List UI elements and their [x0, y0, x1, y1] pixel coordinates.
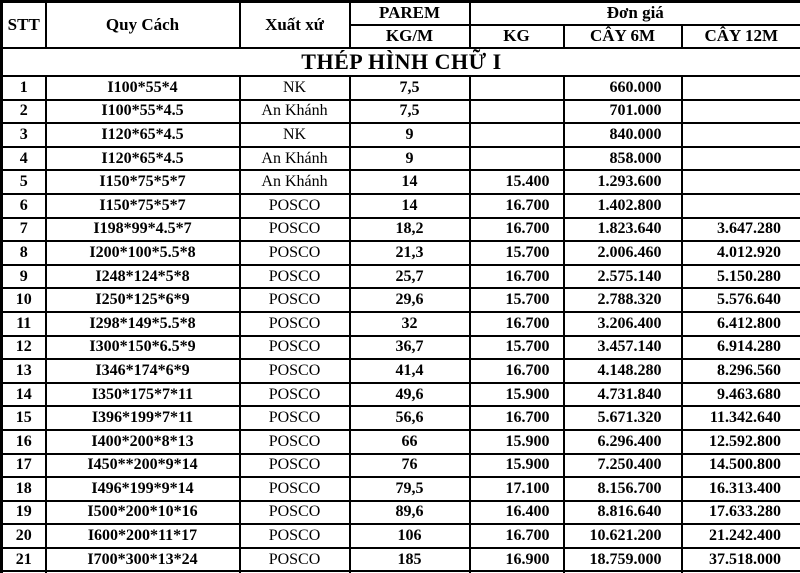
xuat-xu-cell: An Khánh — [240, 100, 350, 124]
cay-6m-price-cell: 8.816.640 — [564, 501, 682, 525]
quy-cach-cell: I100*55*4.5 — [46, 100, 240, 124]
xuat-xu-cell: An Khánh — [240, 147, 350, 171]
cay-12m-price-cell: 6.914.280 — [682, 336, 800, 360]
kg-per-m-cell: 185 — [350, 548, 470, 572]
kg-per-m-cell: 89,6 — [350, 501, 470, 525]
kg-price-cell: 16.900 — [470, 548, 564, 572]
stt-cell: 5 — [2, 170, 46, 194]
xuat-xu-cell: POSCO — [240, 265, 350, 289]
quy-cach-cell: I396*199*7*11 — [46, 406, 240, 430]
cay-12m-price-cell: 21.242.400 — [682, 524, 800, 548]
cay-6m-price-cell: 4.148.280 — [564, 359, 682, 383]
kg-price-cell: 15.400 — [470, 170, 564, 194]
kg-per-m-cell: 14 — [350, 170, 470, 194]
stt-cell: 17 — [2, 454, 46, 478]
kg-price-cell: 16.700 — [470, 524, 564, 548]
stt-cell: 19 — [2, 501, 46, 525]
header-don-gia: Đơn giá — [470, 2, 800, 26]
xuat-xu-cell: POSCO — [240, 241, 350, 265]
kg-per-m-cell: 49,6 — [350, 383, 470, 407]
cay-6m-price-cell: 858.000 — [564, 147, 682, 171]
cay-12m-price-cell — [682, 170, 800, 194]
kg-per-m-cell: 9 — [350, 147, 470, 171]
header-kg-per-m: KG/M — [350, 25, 470, 48]
stt-cell: 6 — [2, 194, 46, 218]
xuat-xu-cell: NK — [240, 123, 350, 147]
cay-6m-price-cell: 701.000 — [564, 100, 682, 124]
table-row — [2, 359, 800, 383]
quy-cach-cell: I700*300*13*24 — [46, 548, 240, 572]
table-row — [2, 548, 800, 572]
kg-per-m-cell: 21,3 — [350, 241, 470, 265]
kg-per-m-cell: 18,2 — [350, 218, 470, 242]
stt-cell: 9 — [2, 265, 46, 289]
table-body — [2, 48, 800, 573]
kg-price-cell: 15.900 — [470, 454, 564, 478]
table-row — [2, 76, 800, 100]
kg-per-m-cell: 32 — [350, 312, 470, 336]
section-title: THÉP HÌNH CHỮ I — [2, 48, 800, 76]
cay-12m-price-cell: 37.518.000 — [682, 548, 800, 572]
stt-cell: 16 — [2, 430, 46, 454]
cay-6m-price-cell: 3.206.400 — [564, 312, 682, 336]
kg-price-cell: 16.700 — [470, 312, 564, 336]
kg-per-m-cell: 7,5 — [350, 100, 470, 124]
table-row — [2, 336, 800, 360]
cay-6m-price-cell: 10.621.200 — [564, 524, 682, 548]
kg-per-m-cell: 41,4 — [350, 359, 470, 383]
table-row — [2, 312, 800, 336]
stt-cell: 15 — [2, 406, 46, 430]
table-row — [2, 194, 800, 218]
stt-cell: 12 — [2, 336, 46, 360]
cay-12m-price-cell: 6.412.800 — [682, 312, 800, 336]
quy-cach-cell: I450**200*9*14 — [46, 454, 240, 478]
cay-6m-price-cell: 2.006.460 — [564, 241, 682, 265]
table-row — [2, 218, 800, 242]
kg-price-cell: 15.700 — [470, 241, 564, 265]
header-row-top — [2, 2, 800, 26]
quy-cach-cell: I248*124*5*8 — [46, 265, 240, 289]
cay-12m-price-cell: 9.463.680 — [682, 383, 800, 407]
stt-cell: 7 — [2, 218, 46, 242]
cay-12m-price-cell: 5.150.280 — [682, 265, 800, 289]
kg-per-m-cell: 56,6 — [350, 406, 470, 430]
table-row — [2, 123, 800, 147]
xuat-xu-cell: POSCO — [240, 454, 350, 478]
xuat-xu-cell: POSCO — [240, 218, 350, 242]
header-xuat-xu: Xuất xứ — [240, 2, 350, 49]
table-row — [2, 265, 800, 289]
header-stt: STT — [2, 2, 46, 49]
cay-6m-price-cell: 4.731.840 — [564, 383, 682, 407]
kg-price-cell: 16.700 — [470, 218, 564, 242]
cay-6m-price-cell: 840.000 — [564, 123, 682, 147]
kg-per-m-cell: 7,5 — [350, 76, 470, 100]
kg-price-cell — [470, 76, 564, 100]
quy-cach-cell: I298*149*5.5*8 — [46, 312, 240, 336]
cay-12m-price-cell: 8.296.560 — [682, 359, 800, 383]
stt-cell: 14 — [2, 383, 46, 407]
header-quy-cach: Quy Cách — [46, 2, 240, 49]
stt-cell: 8 — [2, 241, 46, 265]
stt-cell: 2 — [2, 100, 46, 124]
kg-per-m-cell: 29,6 — [350, 288, 470, 312]
kg-price-cell: 17.100 — [470, 477, 564, 501]
cay-6m-price-cell: 3.457.140 — [564, 336, 682, 360]
xuat-xu-cell: POSCO — [240, 501, 350, 525]
quy-cach-cell: I120*65*4.5 — [46, 147, 240, 171]
quy-cach-cell: I198*99*4.5*7 — [46, 218, 240, 242]
xuat-xu-cell: POSCO — [240, 288, 350, 312]
cay-6m-price-cell: 8.156.700 — [564, 477, 682, 501]
section-title-row — [2, 48, 800, 76]
quy-cach-cell: I120*65*4.5 — [46, 123, 240, 147]
stt-cell: 13 — [2, 359, 46, 383]
cay-12m-price-cell: 17.633.280 — [682, 501, 800, 525]
kg-price-cell: 16.700 — [470, 359, 564, 383]
stt-cell: 4 — [2, 147, 46, 171]
table-row — [2, 147, 800, 171]
table-row — [2, 241, 800, 265]
kg-price-cell — [470, 123, 564, 147]
table-row — [2, 501, 800, 525]
stt-cell: 18 — [2, 477, 46, 501]
table-row — [2, 170, 800, 194]
xuat-xu-cell: POSCO — [240, 430, 350, 454]
xuat-xu-cell: POSCO — [240, 477, 350, 501]
header-kg: KG — [470, 25, 564, 48]
stt-cell: 1 — [2, 76, 46, 100]
quy-cach-cell: I100*55*4 — [46, 76, 240, 100]
kg-per-m-cell: 14 — [350, 194, 470, 218]
cay-6m-price-cell: 5.671.320 — [564, 406, 682, 430]
quy-cach-cell: I346*174*6*9 — [46, 359, 240, 383]
table-row — [2, 406, 800, 430]
table-row — [2, 430, 800, 454]
xuat-xu-cell: POSCO — [240, 336, 350, 360]
stt-cell: 21 — [2, 548, 46, 572]
cay-12m-price-cell — [682, 194, 800, 218]
cay-12m-price-cell: 14.500.800 — [682, 454, 800, 478]
quy-cach-cell: I250*125*6*9 — [46, 288, 240, 312]
stt-cell: 11 — [2, 312, 46, 336]
cay-12m-price-cell: 4.012.920 — [682, 241, 800, 265]
kg-price-cell: 15.900 — [470, 430, 564, 454]
table-row — [2, 288, 800, 312]
table-header — [2, 2, 800, 49]
kg-per-m-cell: 66 — [350, 430, 470, 454]
quy-cach-cell: I400*200*8*13 — [46, 430, 240, 454]
cay-12m-price-cell — [682, 76, 800, 100]
cay-12m-price-cell: 16.313.400 — [682, 477, 800, 501]
table-row — [2, 477, 800, 501]
xuat-xu-cell: POSCO — [240, 359, 350, 383]
cay-6m-price-cell: 2.788.320 — [564, 288, 682, 312]
cay-12m-price-cell: 5.576.640 — [682, 288, 800, 312]
cay-12m-price-cell: 3.647.280 — [682, 218, 800, 242]
quy-cach-cell: I300*150*6.5*9 — [46, 336, 240, 360]
quy-cach-cell: I350*175*7*11 — [46, 383, 240, 407]
header-cay-6m: CÂY 6M — [564, 25, 682, 48]
stt-cell: 20 — [2, 524, 46, 548]
quy-cach-cell: I600*200*11*17 — [46, 524, 240, 548]
quy-cach-cell: I496*199*9*14 — [46, 477, 240, 501]
kg-price-cell: 15.700 — [470, 336, 564, 360]
kg-per-m-cell: 76 — [350, 454, 470, 478]
xuat-xu-cell: POSCO — [240, 524, 350, 548]
kg-per-m-cell: 79,5 — [350, 477, 470, 501]
cay-6m-price-cell: 2.575.140 — [564, 265, 682, 289]
table-row — [2, 524, 800, 548]
cay-6m-price-cell: 7.250.400 — [564, 454, 682, 478]
kg-per-m-cell: 9 — [350, 123, 470, 147]
header-parem: PAREM — [350, 2, 470, 26]
quy-cach-cell: I200*100*5.5*8 — [46, 241, 240, 265]
xuat-xu-cell: POSCO — [240, 194, 350, 218]
cay-12m-price-cell — [682, 147, 800, 171]
kg-price-cell: 16.700 — [470, 265, 564, 289]
cay-12m-price-cell: 12.592.800 — [682, 430, 800, 454]
cay-6m-price-cell: 1.293.600 — [564, 170, 682, 194]
cay-6m-price-cell: 1.402.800 — [564, 194, 682, 218]
stt-cell: 10 — [2, 288, 46, 312]
cay-6m-price-cell: 660.000 — [564, 76, 682, 100]
cay-12m-price-cell — [682, 123, 800, 147]
quy-cach-cell: I500*200*10*16 — [46, 501, 240, 525]
kg-price-cell: 16.700 — [470, 406, 564, 430]
cay-6m-price-cell: 1.823.640 — [564, 218, 682, 242]
cay-6m-price-cell: 6.296.400 — [564, 430, 682, 454]
kg-price-cell — [470, 147, 564, 171]
kg-per-m-cell: 25,7 — [350, 265, 470, 289]
xuat-xu-cell: POSCO — [240, 383, 350, 407]
kg-per-m-cell: 106 — [350, 524, 470, 548]
header-cay-12m: CÂY 12M — [682, 25, 800, 48]
quy-cach-cell: I150*75*5*7 — [46, 194, 240, 218]
kg-price-cell: 15.900 — [470, 383, 564, 407]
quy-cach-cell: I150*75*5*7 — [46, 170, 240, 194]
cay-12m-price-cell — [682, 100, 800, 124]
kg-price-cell: 16.700 — [470, 194, 564, 218]
xuat-xu-cell: NK — [240, 76, 350, 100]
cay-12m-price-cell: 11.342.640 — [682, 406, 800, 430]
xuat-xu-cell: POSCO — [240, 312, 350, 336]
stt-cell: 3 — [2, 123, 46, 147]
xuat-xu-cell: An Khánh — [240, 170, 350, 194]
table-row — [2, 454, 800, 478]
kg-per-m-cell: 36,7 — [350, 336, 470, 360]
kg-price-cell — [470, 100, 564, 124]
xuat-xu-cell: POSCO — [240, 548, 350, 572]
table-row — [2, 383, 800, 407]
xuat-xu-cell: POSCO — [240, 406, 350, 430]
kg-price-cell: 15.700 — [470, 288, 564, 312]
kg-price-cell: 16.400 — [470, 501, 564, 525]
cay-6m-price-cell: 18.759.000 — [564, 548, 682, 572]
table-row — [2, 100, 800, 124]
